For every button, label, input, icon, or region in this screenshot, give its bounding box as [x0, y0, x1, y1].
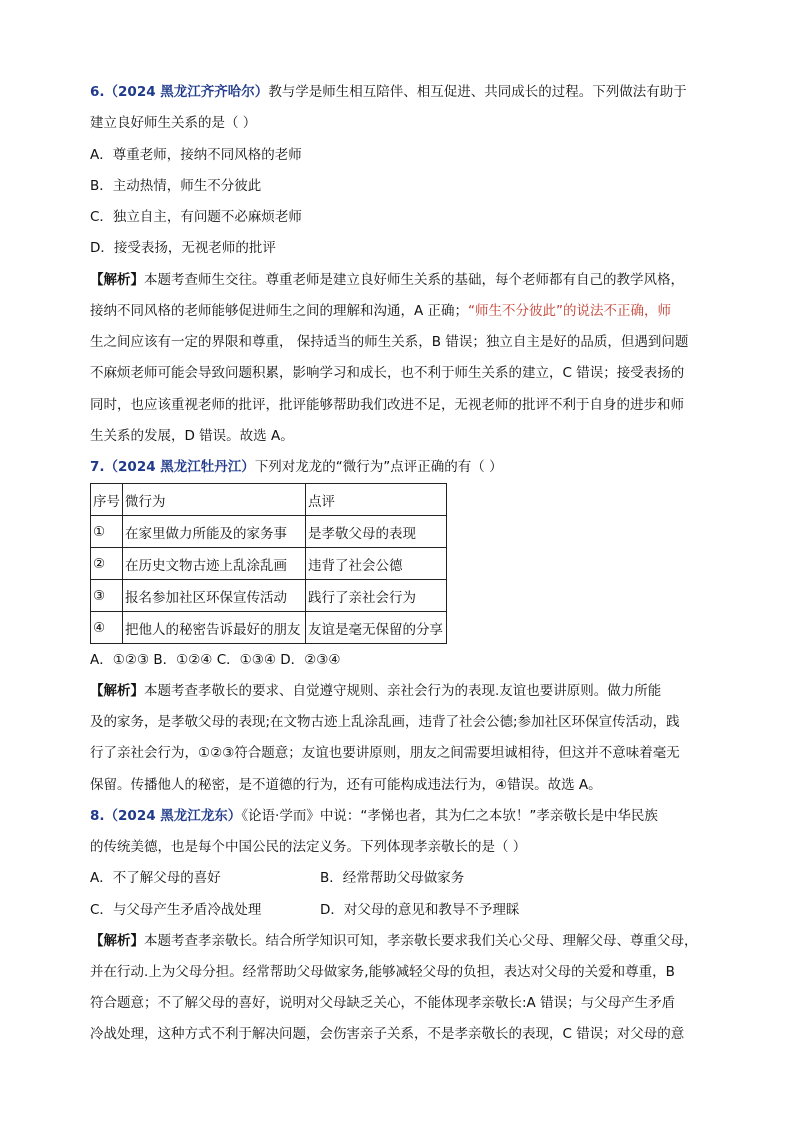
q6-analysis-line-6: 生关系的发展，D 错误。故选 A。	[90, 428, 294, 444]
q6-source: （2024 黑龙江齐齐哈尔）	[104, 84, 269, 100]
q6-stem-text-1: 教与学是师生相互陪伴、相互促进、共同成长的过程。下列做法有助于	[268, 84, 687, 100]
table-cell: ④	[91, 612, 123, 644]
q8-analysis-line-1	[90, 931, 698, 951]
q7-options: A．①②③ B．①②④ C．①③④ D．②③④	[90, 652, 341, 668]
q6-option-d: D．接受表扬，无视老师的批评	[90, 240, 276, 256]
q8-stem-text-1: 《论语·学而》中说：“孝悌也者，其为仁之本欤！”孝亲敬长是中华民族	[241, 808, 658, 824]
table-header-cell: 微行为	[123, 484, 306, 516]
q7-analysis-line-2: 及的家务，是孝敬父母的表现;在文物古迹上乱涂乱画，违背了社会公德;参加社区环保宣传活动，践	[90, 714, 680, 730]
table-cell: ①	[91, 516, 123, 548]
q7-source: （2024 黑龙江牡丹江）	[104, 459, 255, 475]
q8-option-a: A．不了解父母的喜好	[90, 870, 221, 886]
q8-analysis-tag: 【解析】	[90, 933, 144, 949]
q7-number: 7.	[90, 459, 105, 475]
q8-analysis-line-2: 并在行动.上为父母分担。经常帮助父母做家务,能够减轻父母的负担，表达对父母的关爱和尊重，B	[90, 964, 675, 980]
q6-option-a: A．尊重老师，接纳不同风格的老师	[90, 147, 302, 163]
q8-option-b: B．经常帮助父母做家务	[320, 870, 465, 886]
q7-analysis-tag: 【解析】	[90, 683, 144, 699]
q8-analysis-line-3: 符合题意；不了解父母的喜好，说明对父母缺乏关心，不能体现孝亲敬长:A 错误；与父母产生矛盾	[90, 995, 676, 1011]
q8-analysis-text-1: 本题考查孝亲敬长。结合所学知识可知，孝亲敬长要求我们关心父母、理解父母、尊重父母，	[144, 933, 698, 949]
q8-analysis-line-4: 冷战处理，这种方式不利于解决问题，会伤害亲子关系，不是孝亲敬长的表现，C 错误；对父母的意	[90, 1026, 685, 1042]
q7-stem-line	[90, 457, 503, 477]
q6-stem-line-2: 建立良好师生关系的是（ ）	[90, 115, 257, 131]
table-cell: 违背了社会公德	[306, 548, 447, 580]
q8-stem-line-2: 的传统美德，也是每个中国公民的法定义务。下列体现孝亲敬长的是（ ）	[90, 839, 527, 855]
q6-analysis-text-2b: “师生不分彼此”的说法不正确，师	[468, 303, 672, 319]
table-header-cell: 点评	[306, 484, 447, 516]
table-header-row	[91, 484, 447, 516]
table-cell: 践行了亲社会行为	[306, 580, 447, 612]
q6-option-b: B．主动热情，师生不分彼此	[90, 178, 262, 194]
q7-analysis-line-1	[90, 681, 661, 701]
q8-option-c: C．与父母产生矛盾冷战处理	[90, 902, 262, 918]
table-row	[91, 516, 447, 548]
table-row	[91, 580, 447, 612]
table-row	[91, 548, 447, 580]
table-cell: 报名参加社区环保宣传活动	[123, 580, 306, 612]
table-cell: ②	[91, 548, 123, 580]
table-cell: ③	[91, 580, 123, 612]
q6-stem-line-1	[90, 82, 687, 102]
q7-table	[90, 483, 447, 644]
q6-analysis-line-1	[90, 270, 684, 290]
table-cell: 友谊是毫无保留的分享	[306, 612, 447, 644]
q6-number: 6.	[90, 84, 105, 100]
q8-source: （2024 黑龙江龙东）	[104, 808, 242, 824]
q6-option-c: C．独立自主，有问题不必麻烦老师	[90, 209, 302, 225]
q7-stem-text: 下列对龙龙的“微行为”点评正确的有（ ）	[254, 459, 503, 475]
table-header-cell: 序号	[91, 484, 123, 516]
table-cell: 在历史文物古迹上乱涂乱画	[123, 548, 306, 580]
table-cell: 在家里做力所能及的家务事	[123, 516, 306, 548]
q6-analysis-line-5: 同时，也应该重视老师的批评，批评能够帮助我们改进不足，无视老师的批评不利于自身的进步和师	[90, 397, 684, 413]
q6-analysis-tag: 【解析】	[90, 272, 144, 288]
q6-analysis-text-1: 本题考查师生交往。尊重老师是建立良好师生关系的基础，每个老师都有自己的教学风格，	[144, 272, 684, 288]
table-cell: 把他人的秘密告诉最好的朋友	[123, 612, 306, 644]
q7-analysis-text-1: 本题考查孝敬长的要求、自觉遵守规则、亲社会行为的表现.友谊也要讲原则。做力所能	[144, 683, 662, 699]
table-row	[91, 612, 447, 644]
q8-stem-line-1	[90, 806, 658, 826]
q8-option-d: D．对父母的意见和教导不予理睬	[320, 902, 520, 918]
q7-analysis-line-3: 行了亲社会行为，①②③符合题意；友谊也要讲原则，朋友之间需要坦诚相待，但这并不意味着毫无	[90, 745, 680, 761]
q6-analysis-line-3: 生之间应该有一定的界限和尊重， 保持适当的师生关系，B 错误；独立自主是好的品质，但遇到问题	[90, 334, 689, 350]
q8-number: 8.	[90, 808, 105, 824]
q6-analysis-line-4: 不麻烦老师可能会导致问题积累，影响学习和成长，也不利于师生关系的建立，C 错误；接受表扬的	[90, 365, 685, 381]
q6-analysis-line-2	[90, 301, 671, 321]
q7-analysis-line-4: 保留。传播他人的秘密，是不道德的行为，还有可能构成违法行为，④错误。故选 A。	[90, 777, 602, 793]
table-cell: 是孝敬父母的表现	[306, 516, 447, 548]
q6-analysis-text-2a: 接纳不同风格的老师能够促进师生之间的理解和沟通，A 正确；	[90, 303, 469, 319]
